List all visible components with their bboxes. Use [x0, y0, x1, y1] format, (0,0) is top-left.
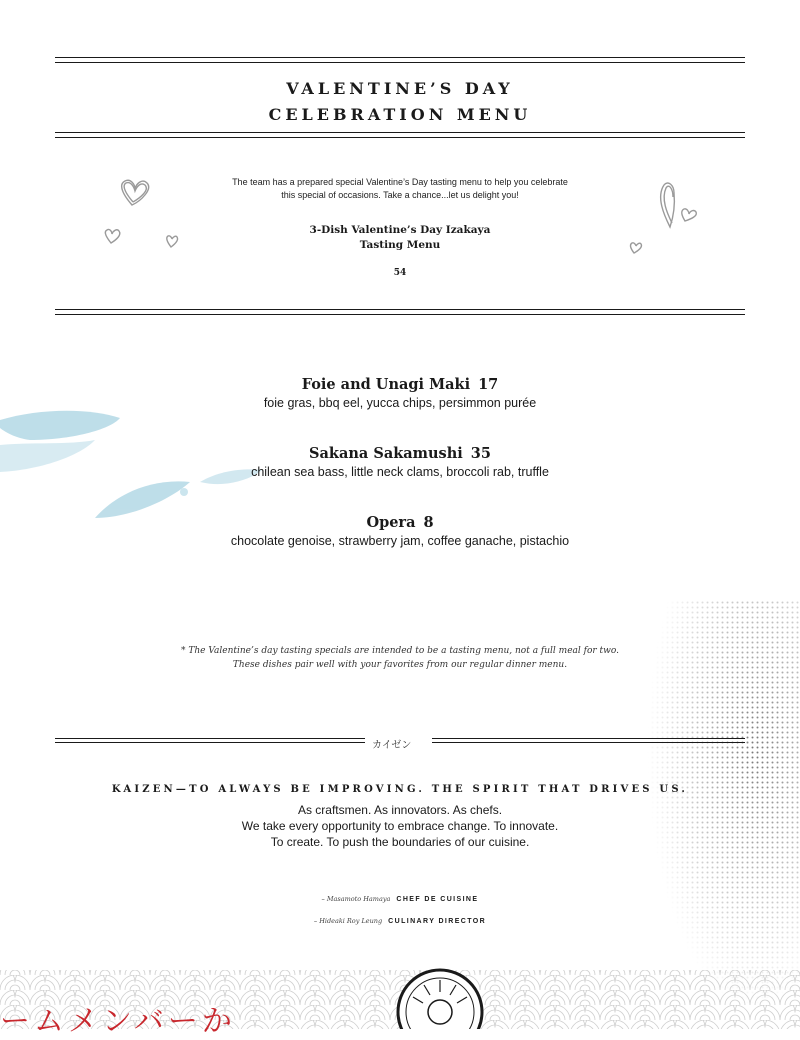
kaizen-rule-left	[55, 738, 365, 739]
signature-director	[0, 917, 800, 925]
signature-chef	[0, 895, 800, 903]
dish-item	[0, 513, 800, 549]
tasting-menu-title-line2: Tasting Menu	[359, 239, 441, 251]
kaizen-line2: We take every opportunity to embrace change. To innovate.	[241, 819, 559, 833]
signature-name: – Hideaki Roy Leung	[313, 917, 383, 925]
tasting-menu-price: 54	[393, 268, 407, 278]
dish-name-line	[0, 513, 800, 533]
footer-japanese-text: ームメンバーか	[0, 1004, 236, 1039]
header-bottom-rule	[55, 132, 745, 138]
tasting-note-line2: These dishes pair well with your favorites from our regular dinner menu.	[232, 660, 568, 670]
signature-role: CHEF DE CUISINE	[396, 896, 479, 903]
tasting-note-line1: * The Valentine’s day tasting specials are intended to be a tasting menu, not a full meal for two.	[180, 646, 619, 656]
tasting-menu-title-line1: 3-Dish Valentine’s Day Izakaya	[309, 224, 491, 236]
dish-name: Opera	[366, 514, 416, 531]
menu-title-line2: CELEBRATION MENU	[268, 105, 532, 124]
dish-item	[0, 375, 800, 411]
kaizen-rule-right	[432, 738, 745, 739]
sun-emblem-icon	[395, 962, 485, 1029]
kaizen-line3: To create. To push the boundaries of our cuisine.	[270, 835, 530, 849]
menu-title-line1: VALENTINE’S DAY	[286, 79, 514, 98]
dish-price: 35	[470, 445, 491, 462]
dish-description: chocolate genoise, strawberry jam, coffee ganache, pistachio	[230, 534, 570, 548]
kaizen-line1: As craftsmen. As innovators. As chefs.	[297, 803, 503, 817]
dish-name-line	[0, 375, 800, 395]
kaizen-rule-left-lower	[55, 742, 365, 743]
kaizen-kanji: カイゼン	[372, 740, 412, 751]
dish-description: chilean sea bass, little neck clams, broccoli rab, truffle	[251, 465, 549, 479]
intro-text-line2: this special of occasions. Take a chance...let us delight you!	[281, 190, 519, 200]
dish-price: 17	[478, 376, 499, 393]
dish-item	[0, 444, 800, 480]
signature-name: – Masamoto Hamaya	[321, 895, 391, 903]
dish-name-line	[0, 444, 800, 464]
dish-description: foie gras, bbq eel, yucca chips, persimmon purée	[263, 396, 537, 410]
dish-name: Sakana Sakamushi	[309, 445, 463, 462]
intro-text-line1: The team has a prepared special Valentine’s Day tasting menu to help you celebrate	[232, 177, 568, 187]
kaizen-heading: KAIZEN—TO ALWAYS BE IMPROVING. THE SPIRIT THAT DRIVES US.	[111, 784, 689, 795]
signature-role: CULINARY DIRECTOR	[388, 918, 487, 925]
kaizen-rule-right-lower	[432, 742, 745, 743]
dish-name: Foie and Unagi Maki	[301, 376, 471, 393]
dish-price: 8	[423, 514, 434, 531]
header-top-rule	[55, 57, 745, 63]
intro-bottom-rule	[55, 309, 745, 315]
